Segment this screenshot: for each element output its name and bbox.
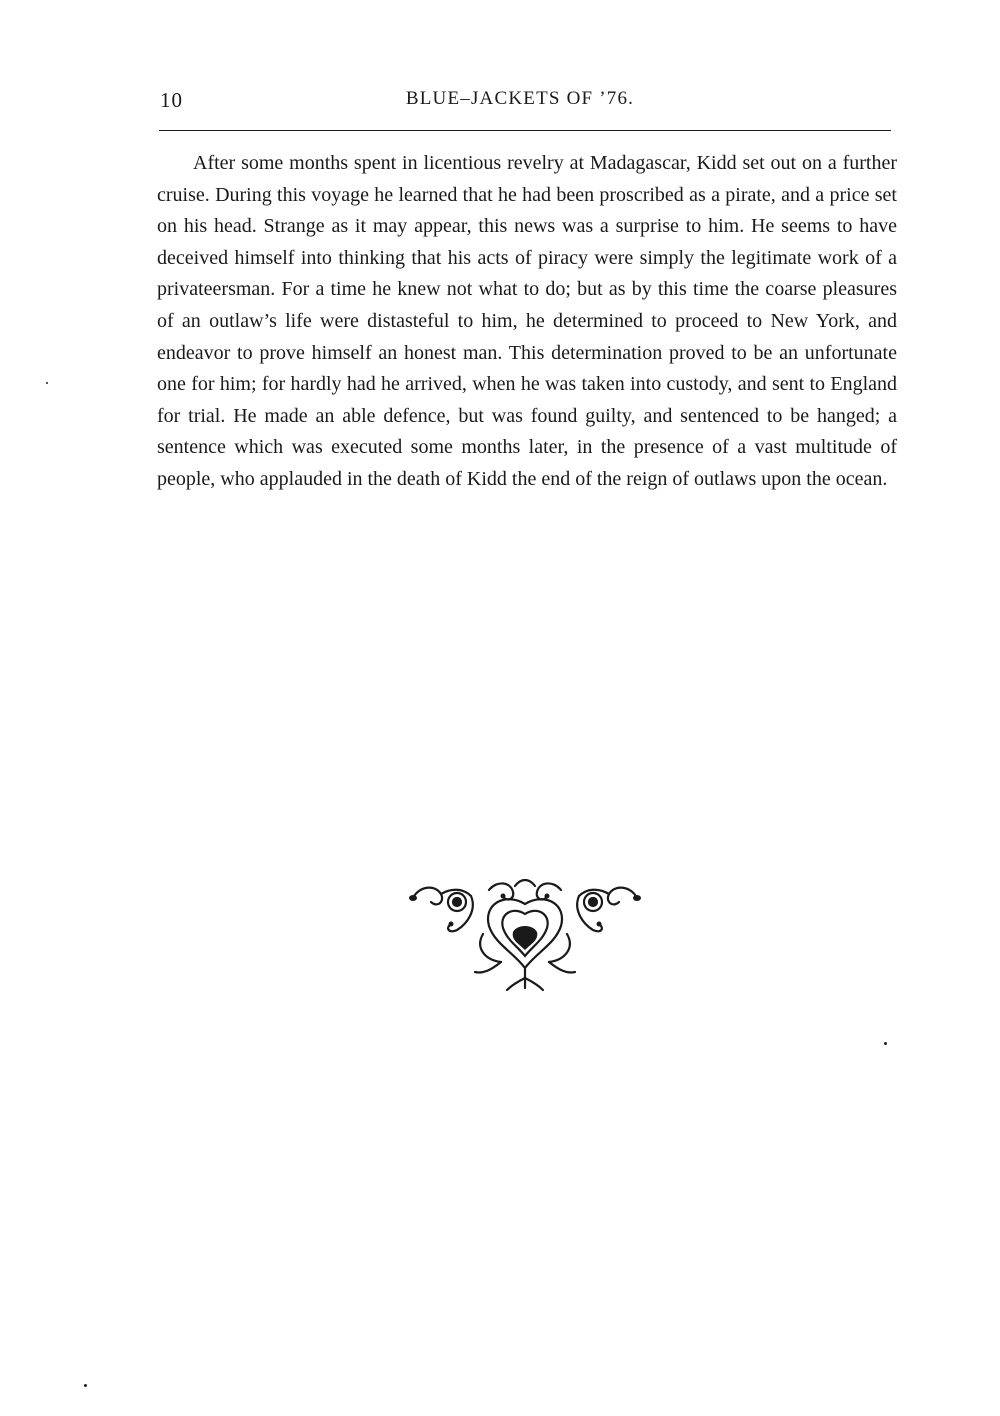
- print-speck: [884, 1042, 887, 1045]
- print-speck: [46, 382, 48, 384]
- page-number: 10: [160, 88, 183, 112]
- print-speck: [84, 1384, 87, 1387]
- body-paragraph: After some months spent in licentious revelry at Madagascar, Kidd set out on a further cruise. During this voyage he learned that he had been proscribed as a pirate, and a price set on his head. Strange as it may appear, this news was a surprise to him. He seems to have deceived himself into thinking that his acts of piracy were simply the legitimate work of a privateersman. For a time he knew not what to do; but as by this time the coarse pleasures of an outlaw’s life were distasteful to him, he determined to proceed to New York, and endeavor to prove himself an honest man. This determination proved to be an unfortunate one for him; for hardly had he arrived, when he was taken into custody, and sent to England for trial. He made an able defence, but was found guilty, and sentenced to be hanged; a sentence which was executed some months later, in the presence of a vast multitude of people, who applauded in the death of Kidd the end of the reign of outlaws upon the ocean.: [157, 152, 897, 490]
- header-rule: [159, 130, 891, 131]
- running-title: BLUE–JACKETS OF ’76.: [405, 88, 635, 109]
- floral-tailpiece-icon: [405, 874, 645, 992]
